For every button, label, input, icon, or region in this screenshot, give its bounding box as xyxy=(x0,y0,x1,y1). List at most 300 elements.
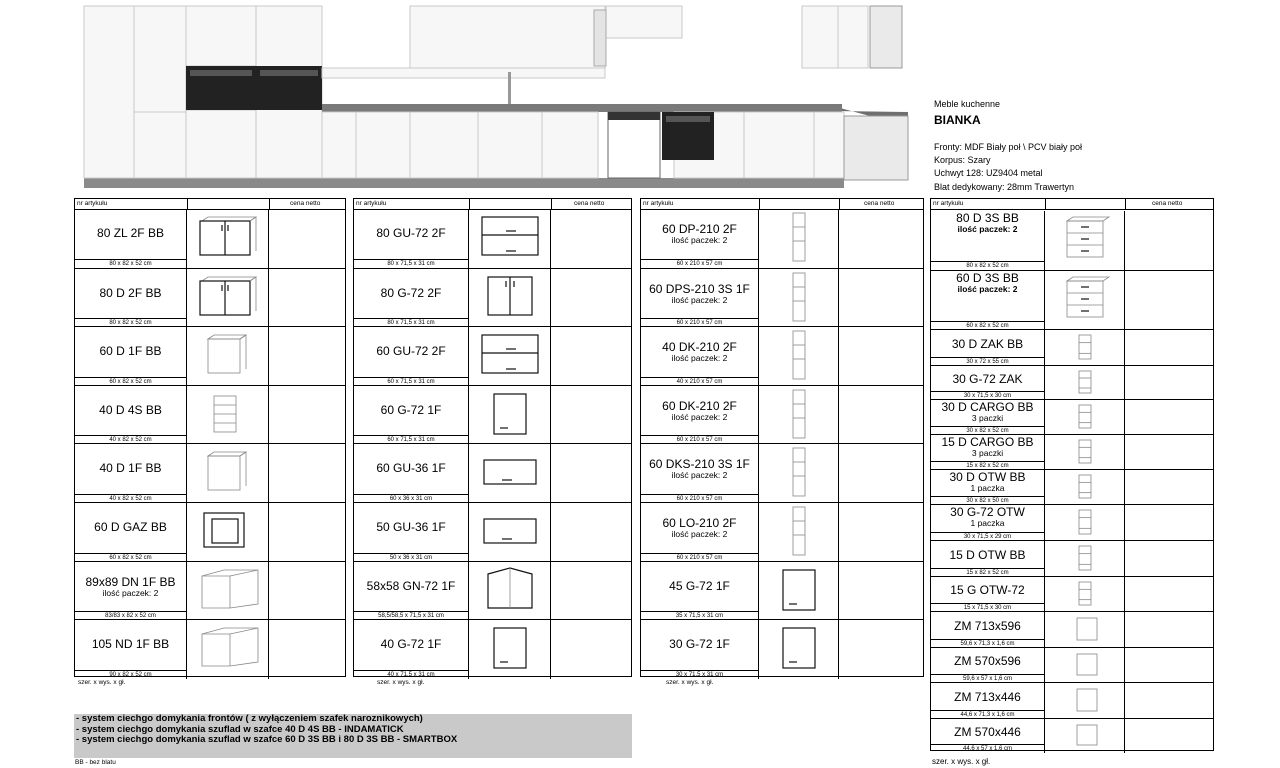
image-cell xyxy=(187,562,269,621)
article-dimensions: 80 x 82 x 52 cm xyxy=(75,318,186,327)
header-article: nr artykułu xyxy=(933,200,964,207)
article-name: 60 DPS-210 3S 1F xyxy=(649,281,750,296)
package-count: ilość paczek: 2 xyxy=(957,284,1018,294)
image-cell xyxy=(187,209,269,268)
table-row xyxy=(931,469,1213,504)
image-cell xyxy=(1045,683,1125,719)
price-cell xyxy=(551,327,631,386)
package-count: ilość paczek: 2 xyxy=(957,224,1018,234)
price-cell xyxy=(1125,435,1213,470)
package-count: ilość paczek: 2 xyxy=(671,294,728,305)
price-cell xyxy=(1125,683,1213,719)
table-row xyxy=(931,504,1213,540)
corner-base-cabinet-icon xyxy=(190,564,266,619)
article-dimensions: 30 x 72 x 55 cm xyxy=(931,357,1044,366)
price-cell xyxy=(839,269,923,328)
tall-cabinet-icon xyxy=(762,446,836,501)
article-cell xyxy=(931,505,1045,541)
article-dimensions: 59,6 x 57 x 1,6 cm xyxy=(931,674,1044,683)
package-count: ilość paczek: 2 xyxy=(671,353,728,364)
table-row xyxy=(75,326,345,385)
article-cell xyxy=(641,562,759,621)
open-shelf-icon xyxy=(1048,579,1122,610)
image-cell xyxy=(187,503,269,562)
tall-fridge-cabinet-icon xyxy=(762,505,836,560)
article-cell xyxy=(641,386,759,445)
dishwasher-panel-icon xyxy=(1048,685,1122,717)
wall-cabinet-low-icon xyxy=(472,446,548,501)
wall-lift-cabinet-icon xyxy=(472,329,548,384)
article-name: 50 GU-36 1F xyxy=(376,520,446,534)
article-name: ZM 713x596 xyxy=(954,618,1021,633)
table-row xyxy=(931,611,1213,647)
article-dimensions: 60 x 82 x 52 cm xyxy=(75,377,186,386)
image-cell xyxy=(1045,470,1125,505)
image-cell xyxy=(1045,211,1125,270)
article-name: 60 D 1F BB xyxy=(99,344,162,359)
price-cell xyxy=(551,269,631,328)
article-name: 60 D GAZ BB xyxy=(94,520,167,534)
article-dimensions: 30 x 71,5 x 31 cm xyxy=(641,670,758,679)
article-name: 40 G-72 1F xyxy=(380,637,442,652)
article-dimensions: 15 x 71,5 x 30 cm xyxy=(931,603,1044,612)
article-cell xyxy=(354,562,469,621)
article-cell xyxy=(931,719,1045,753)
package-count: ilość paczek: 2 xyxy=(671,470,728,481)
table-row xyxy=(931,647,1213,682)
article-dimensions: 60 x 71,5 x 31 cm xyxy=(354,377,468,386)
model-title: BIANKA xyxy=(934,113,981,127)
table-row xyxy=(354,443,631,502)
header-price: cena netto xyxy=(864,200,895,207)
article-cell xyxy=(354,444,469,503)
table-row xyxy=(641,619,923,678)
tall-cabinet-icon xyxy=(762,211,836,266)
package-count: ilość paczek: 2 xyxy=(102,587,159,598)
table-row xyxy=(641,209,923,268)
package-count: 1 paczka xyxy=(970,483,1005,493)
open-shelf-icon xyxy=(1048,543,1122,575)
article-cell xyxy=(75,386,187,445)
note-line: - system ciechgo domykania szuflad w szafce 60 D 3S BB i 80 D 3S BB - SMARTBOX xyxy=(76,734,458,745)
price-cell xyxy=(1125,541,1213,577)
price-cell xyxy=(1125,470,1213,505)
price-cell xyxy=(269,503,345,562)
price-cell xyxy=(1125,400,1213,435)
price-cell xyxy=(1125,612,1213,648)
package-count: 3 paczki xyxy=(971,413,1004,423)
image-cell xyxy=(759,386,839,445)
article-dimensions: 60 x 210 x 57 cm xyxy=(641,259,758,268)
cargo-cabinet-icon xyxy=(1048,437,1122,468)
image-cell xyxy=(1045,541,1125,577)
article-cell xyxy=(931,683,1045,719)
article-dimensions: 30 x 82 x 52 cm xyxy=(931,426,1044,435)
image-cell xyxy=(759,620,839,679)
article-name: 30 D ZAK BB xyxy=(951,336,1024,351)
price-cell xyxy=(1125,505,1213,541)
price-cell xyxy=(839,620,923,679)
price-cell xyxy=(269,386,345,445)
article-cell xyxy=(354,620,469,679)
open-shelf-icon xyxy=(1048,472,1122,503)
price-cell xyxy=(839,562,923,621)
article-cell xyxy=(75,209,187,268)
end-shelf-icon xyxy=(1048,368,1122,398)
article-cell xyxy=(931,435,1045,470)
price-cell xyxy=(839,386,923,445)
image-cell xyxy=(1045,330,1125,366)
dimension-legend: szer. x wys. x gł. xyxy=(377,678,425,686)
image-cell xyxy=(1045,435,1125,470)
price-cell xyxy=(269,327,345,386)
article-dimensions: 60 x 82 x 52 cm xyxy=(75,553,186,562)
article-cell xyxy=(641,444,759,503)
table-row xyxy=(931,211,1213,270)
article-dimensions: 15 x 82 x 52 cm xyxy=(931,461,1044,470)
dishwasher-panel-icon xyxy=(1048,721,1122,751)
article-dimensions: 60 x 36 x 31 cm xyxy=(354,494,468,503)
article-cell xyxy=(354,503,469,562)
product-table xyxy=(640,198,924,677)
note-line: - system ciechgo domykania szuflad w szafce 40 D 4S BB - INDAMATICK xyxy=(76,723,404,735)
dishwasher-panel-icon xyxy=(1048,650,1122,681)
cargo-cabinet-icon xyxy=(1048,402,1122,433)
article-cell xyxy=(641,209,759,268)
image-cell xyxy=(1045,612,1125,648)
image-cell xyxy=(187,269,269,328)
header-price: cena netto xyxy=(290,200,321,207)
price-cell xyxy=(551,620,631,679)
countertop-spec: Blat dedykowany: 28mm Trawertyn xyxy=(934,182,1075,192)
article-name: 60 LO-210 2F xyxy=(662,516,737,530)
header-price: cena netto xyxy=(574,200,605,207)
price-cell xyxy=(551,562,631,621)
catalog-label: Meble kuchenne xyxy=(934,99,1001,109)
table-row xyxy=(931,365,1213,399)
table-row xyxy=(75,385,345,444)
article-cell xyxy=(354,269,469,328)
note-line: - system ciechgo domykania frontów ( z wyłączeniem szafek naroznikowych) xyxy=(76,713,423,724)
article-name: ZM 570x596 xyxy=(954,654,1021,668)
table-row xyxy=(641,385,923,444)
image-cell xyxy=(759,503,839,562)
price-cell xyxy=(269,620,345,679)
price-cell xyxy=(551,386,631,445)
article-cell xyxy=(931,577,1045,612)
base-cabinet-narrow-icon xyxy=(190,446,266,501)
price-cell xyxy=(839,209,923,268)
table-row xyxy=(931,540,1213,576)
wall-cabinet-narrow-icon xyxy=(472,622,548,677)
table-row xyxy=(931,270,1213,329)
article-name: 80 D 3S BB xyxy=(956,211,1019,225)
article-dimensions: 40 x 82 x 52 cm xyxy=(75,494,186,503)
image-cell xyxy=(759,327,839,386)
end-shelf-icon xyxy=(1048,332,1122,364)
wall-cabinet-2-door-icon xyxy=(472,271,548,326)
article-dimensions: 40 x 82 x 52 cm xyxy=(75,435,186,444)
package-count: ilość paczek: 2 xyxy=(671,235,728,245)
article-name: 60 GU-36 1F xyxy=(376,461,446,476)
dimension-legend: szer. x wys. x gł. xyxy=(666,678,714,686)
article-cell xyxy=(931,648,1045,683)
table-row xyxy=(931,682,1213,718)
table-row xyxy=(75,502,345,561)
price-cell xyxy=(1125,330,1213,366)
table-row xyxy=(931,576,1213,611)
sink-cabinet-icon xyxy=(190,211,266,266)
table-row xyxy=(354,502,631,561)
article-name: 15 G OTW-72 xyxy=(950,583,1025,597)
article-dimensions: 80 x 82 x 52 cm xyxy=(75,259,186,268)
table-row xyxy=(75,268,345,327)
table-row xyxy=(931,718,1213,752)
fronts-spec: Fronty: MDF Biały poł \ PCV biały poł xyxy=(934,142,1083,152)
image-cell xyxy=(187,620,269,679)
price-cell xyxy=(1125,648,1213,683)
handle-spec: Uchwyt 128: UZ9404 metal xyxy=(934,168,1043,178)
header-price: cena netto xyxy=(1152,200,1183,207)
article-name: 15 D CARGO BB xyxy=(941,435,1034,449)
open-shelf-icon xyxy=(1048,507,1122,539)
price-cell xyxy=(1125,271,1213,330)
tall-narrow-cabinet-icon xyxy=(762,329,836,384)
image-cell xyxy=(469,620,551,679)
image-cell xyxy=(469,444,551,503)
article-dimensions: 30 x 71,5 x 30 cm xyxy=(931,391,1044,400)
article-dimensions: 60 x 210 x 57 cm xyxy=(641,553,758,562)
article-cell xyxy=(354,327,469,386)
article-dimensions: 60 x 210 x 57 cm xyxy=(641,494,758,503)
article-cell xyxy=(354,386,469,445)
article-dimensions: 80 x 71,5 x 31 cm xyxy=(354,318,468,327)
article-name: 105 ND 1F BB xyxy=(91,637,170,652)
article-name: 80 D 2F BB xyxy=(99,285,162,300)
kitchen-illustration xyxy=(70,0,920,195)
package-count: ilość paczek: 2 xyxy=(671,411,728,422)
table-row xyxy=(75,619,345,678)
image-cell xyxy=(1045,648,1125,683)
article-dimensions: 40 x 71,5 x 31 cm xyxy=(354,670,468,679)
article-dimensions: 60 x 210 x 57 cm xyxy=(641,318,758,327)
article-name: ZM 570x446 xyxy=(954,724,1021,739)
price-cell xyxy=(269,209,345,268)
price-cell xyxy=(1125,366,1213,400)
price-cell xyxy=(269,562,345,621)
article-dimensions: 90 x 82 x 52 cm xyxy=(75,670,186,679)
product-table xyxy=(353,198,632,677)
table-header xyxy=(931,199,1213,210)
article-cell xyxy=(931,366,1045,400)
article-name: 30 G-72 ZAK xyxy=(952,371,1023,386)
dimension-legend: szer. x wys. x gł. xyxy=(78,678,126,686)
article-name: 30 D OTW BB xyxy=(949,470,1026,484)
dishwasher-panel-icon xyxy=(1048,614,1122,646)
package-count: 1 paczka xyxy=(970,518,1005,528)
image-cell xyxy=(1045,271,1125,330)
article-name: 40 D 1F BB xyxy=(99,461,162,476)
table-row xyxy=(641,502,923,561)
image-cell xyxy=(469,269,551,328)
article-name: 60 D 3S BB xyxy=(956,271,1019,285)
article-name: 30 G-72 1F xyxy=(669,637,730,652)
drawer-cabinet-icon xyxy=(190,388,266,443)
wall-cabinet-1-door-icon xyxy=(472,388,548,443)
table-row xyxy=(641,561,923,620)
tall-narrow-cabinet-icon xyxy=(762,388,836,443)
article-cell xyxy=(354,209,469,268)
article-name: 40 D 4S BB xyxy=(99,402,162,417)
header-article: nr artykułu xyxy=(643,200,674,207)
article-dimensions: 60 x 82 x 52 cm xyxy=(931,321,1044,330)
base-cabinet-2-door-icon xyxy=(190,271,266,326)
oven-cabinet-icon xyxy=(190,505,266,560)
table-row xyxy=(354,561,631,620)
article-dimensions: 83/83 x 82 x 52 cm xyxy=(75,611,186,620)
table-row xyxy=(75,209,345,268)
article-cell xyxy=(75,562,187,621)
drawer-3-cabinet-icon xyxy=(1048,273,1122,328)
price-cell xyxy=(269,444,345,503)
article-cell xyxy=(75,503,187,562)
article-cell xyxy=(641,503,759,562)
article-name: 30 G-72 OTW xyxy=(950,505,1025,519)
article-dimensions: 44,6 x 57 x 1,6 cm xyxy=(931,744,1044,753)
wall-lift-cabinet-icon xyxy=(472,211,548,266)
legend-note: BB - bez blatu xyxy=(75,759,116,766)
article-cell xyxy=(75,444,187,503)
corner-wall-cabinet-icon xyxy=(472,564,548,619)
article-cell xyxy=(931,400,1045,435)
article-name: ZM 713x446 xyxy=(954,689,1021,704)
article-cell xyxy=(931,211,1045,270)
image-cell xyxy=(1045,577,1125,612)
table-row xyxy=(354,619,631,678)
price-cell xyxy=(551,444,631,503)
price-cell xyxy=(1125,211,1213,270)
article-dimensions: 30 x 82 x 50 cm xyxy=(931,496,1044,505)
article-cell xyxy=(75,269,187,328)
image-cell xyxy=(187,327,269,386)
header-article: nr artykułu xyxy=(356,200,387,207)
price-cell xyxy=(1125,577,1213,612)
article-name: 80 GU-72 2F xyxy=(376,226,446,240)
article-name: 30 D CARGO BB xyxy=(941,400,1034,414)
article-dimensions: 40 x 210 x 57 cm xyxy=(641,377,758,386)
image-cell xyxy=(469,503,551,562)
article-dimensions: 30 x 71,5 x 29 cm xyxy=(931,532,1044,541)
image-cell xyxy=(1045,366,1125,400)
image-cell xyxy=(759,269,839,328)
package-count: ilość paczek: 2 xyxy=(671,529,728,539)
image-cell xyxy=(469,562,551,621)
article-name: 60 DK-210 2F xyxy=(662,398,737,413)
article-name: 58x58 GN-72 1F xyxy=(366,578,456,593)
table-row xyxy=(641,268,923,327)
article-dimensions: 80 x 71,5 x 31 cm xyxy=(354,259,468,268)
header-article: nr artykułu xyxy=(77,200,108,207)
article-cell xyxy=(641,269,759,328)
article-cell xyxy=(931,541,1045,577)
article-name: 15 D OTW BB xyxy=(949,547,1026,562)
corner-base-1-door-icon xyxy=(190,622,266,677)
body-spec: Korpus: Szary xyxy=(934,155,991,165)
article-dimensions: 59,6 x 71,3 x 1,6 cm xyxy=(931,639,1044,648)
table-row xyxy=(931,399,1213,434)
notes-box xyxy=(74,714,632,758)
price-cell xyxy=(1125,719,1213,753)
price-cell xyxy=(551,209,631,268)
article-cell xyxy=(931,470,1045,505)
image-cell xyxy=(1045,505,1125,541)
image-cell xyxy=(469,386,551,445)
tall-cabinet-icon xyxy=(762,271,836,326)
table-row xyxy=(354,385,631,444)
drawer-3-cabinet-icon xyxy=(1048,213,1122,268)
table-row xyxy=(75,443,345,502)
article-cell xyxy=(641,327,759,386)
table-row xyxy=(75,561,345,620)
article-name: 40 DK-210 2F xyxy=(662,340,737,355)
article-name: 80 ZL 2F BB xyxy=(97,226,164,240)
article-cell xyxy=(931,271,1045,330)
article-dimensions: 15 x 82 x 52 cm xyxy=(931,568,1044,577)
article-name: 60 DP-210 2F xyxy=(662,222,737,236)
image-cell xyxy=(759,562,839,621)
article-dimensions: 44,6 x 71,3 x 1,6 cm xyxy=(931,710,1044,719)
product-table xyxy=(74,198,346,677)
image-cell xyxy=(469,209,551,268)
image-cell xyxy=(759,444,839,503)
image-cell xyxy=(469,327,551,386)
wall-cabinet-low-icon xyxy=(472,505,548,560)
article-dimensions: 80 x 82 x 52 cm xyxy=(931,261,1044,270)
wall-cabinet-narrow-icon xyxy=(762,622,836,677)
article-cell xyxy=(931,330,1045,366)
table-row xyxy=(354,209,631,268)
article-cell xyxy=(75,620,187,679)
package-count: 3 paczki xyxy=(971,448,1004,458)
price-cell xyxy=(839,444,923,503)
image-cell xyxy=(1045,719,1125,753)
article-name: 80 G-72 2F xyxy=(380,285,442,300)
table-row xyxy=(354,326,631,385)
dimension-legend: szer. x wys. x gł. xyxy=(932,757,991,766)
product-table xyxy=(930,198,1214,751)
article-name: 89x89 DN 1F BB xyxy=(85,574,176,589)
price-cell xyxy=(839,327,923,386)
article-dimensions: 60 x 210 x 57 cm xyxy=(641,435,758,444)
article-dimensions: 58,5/58,5 x 71,5 x 31 cm xyxy=(354,611,468,620)
article-cell xyxy=(75,327,187,386)
price-cell xyxy=(269,269,345,328)
article-dimensions: 50 x 36 x 31 cm xyxy=(354,553,468,562)
wall-cabinet-narrow-icon xyxy=(762,564,836,619)
article-name: 45 G-72 1F xyxy=(669,578,730,593)
base-cabinet-1-door-icon xyxy=(190,329,266,384)
image-cell xyxy=(759,209,839,268)
price-cell xyxy=(839,503,923,562)
article-dimensions: 35 x 71,5 x 31 cm xyxy=(641,611,758,620)
image-cell xyxy=(187,444,269,503)
table-row xyxy=(641,443,923,502)
table-row xyxy=(931,434,1213,469)
article-name: 60 GU-72 2F xyxy=(376,344,446,359)
article-name: 60 G-72 1F xyxy=(380,402,442,417)
article-dimensions: 60 x 71,5 x 31 cm xyxy=(354,435,468,444)
article-cell xyxy=(641,620,759,679)
